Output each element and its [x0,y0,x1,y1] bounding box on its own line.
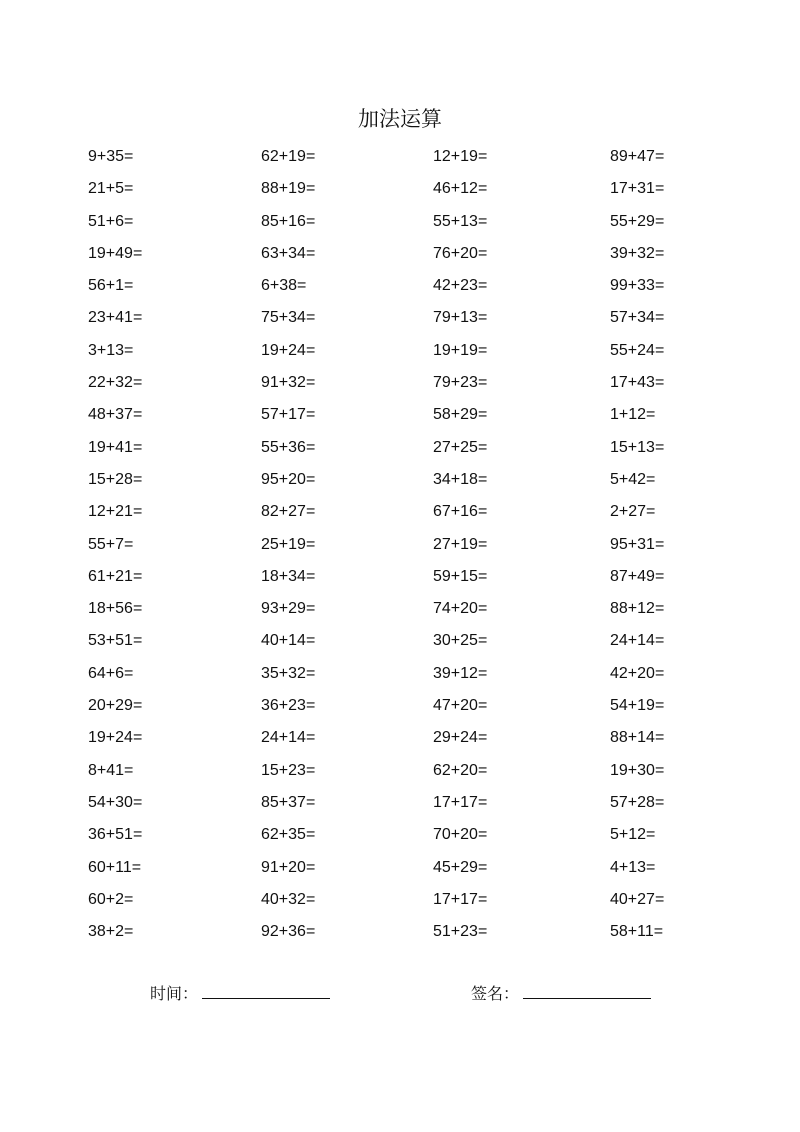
problem-row [0,565,800,597]
addition-problem: 55+29= [610,212,665,230]
problem-row [0,823,800,855]
addition-problem: 79+13= [433,309,488,327]
addition-problem: 2+27= [610,503,656,521]
addition-problem: 48+37= [88,406,143,424]
addition-problem: 55+36= [261,438,316,456]
addition-problem: 23+41= [88,309,143,327]
time-label: 时间： [150,984,199,1003]
addition-problem: 27+25= [433,438,488,456]
addition-problem: 5+12= [610,826,656,844]
addition-problem: 62+35= [261,826,316,844]
addition-problem: 9+35= [88,148,134,165]
problem-row [0,726,800,758]
addition-problem: 91+32= [261,374,316,392]
problem-row [0,403,800,435]
addition-problem: 38+2= [88,923,134,941]
addition-problem: 55+24= [610,341,665,359]
addition-problem: 46+12= [433,180,488,198]
addition-problem: 15+13= [610,438,665,456]
problem-row [0,145,800,177]
addition-problem: 88+12= [610,600,665,618]
addition-problem: 4+13= [610,858,656,876]
addition-problem: 40+27= [610,890,665,908]
time-blank-line [202,982,330,999]
addition-problem: 34+18= [433,470,488,488]
addition-problem: 12+19= [433,148,488,165]
addition-problem: 17+31= [610,180,665,198]
addition-problem: 57+28= [610,793,665,811]
addition-problem: 3+13= [88,341,134,359]
addition-problem: 63+34= [261,244,316,262]
addition-problem: 88+14= [610,729,665,747]
addition-problem: 54+30= [88,793,143,811]
problem-row [0,694,800,726]
problem-row [0,500,800,532]
addition-problem: 57+34= [610,309,665,327]
addition-problem: 27+19= [433,535,488,553]
addition-problem: 55+13= [433,212,488,230]
addition-problem: 19+24= [261,341,316,359]
problem-row [0,274,800,306]
time-field [150,982,330,1006]
problem-row [0,339,800,371]
addition-problem: 36+51= [88,826,143,844]
addition-problem: 99+33= [610,277,665,295]
problem-row [0,436,800,468]
addition-problem: 51+23= [433,923,488,941]
problem-row [0,371,800,403]
addition-problem: 19+41= [88,438,143,456]
addition-problem: 1+12= [610,406,656,424]
addition-problem: 19+49= [88,244,143,262]
addition-problem: 91+20= [261,858,316,876]
addition-problem: 62+20= [433,761,488,779]
page-title: 加法运算 [358,107,442,131]
addition-problem: 12+21= [88,503,143,521]
problem-row [0,242,800,274]
addition-problem: 47+20= [433,697,488,715]
addition-problem: 53+51= [88,632,143,650]
addition-problem: 45+29= [433,858,488,876]
problem-row [0,597,800,629]
addition-problem: 89+47= [610,148,665,165]
addition-problem: 82+27= [261,503,316,521]
addition-problem: 76+20= [433,244,488,262]
addition-problem: 18+56= [88,600,143,618]
addition-problem: 95+31= [610,535,665,553]
addition-problem: 70+20= [433,826,488,844]
addition-problem: 19+30= [610,761,665,779]
signature-label: 签名： [471,984,520,1003]
addition-problem: 56+1= [88,277,134,295]
addition-problem: 75+34= [261,309,316,327]
addition-problem: 87+49= [610,567,665,585]
addition-problem: 24+14= [610,632,665,650]
addition-problem: 30+25= [433,632,488,650]
addition-problem: 57+17= [261,406,316,424]
addition-problem: 19+24= [88,729,143,747]
addition-problem: 5+42= [610,470,656,488]
problem-row [0,888,800,920]
addition-problem: 25+19= [261,535,316,553]
addition-problem: 60+11= [88,858,142,876]
addition-problem: 36+23= [261,697,316,715]
addition-problem: 8+41= [88,761,134,779]
addition-problem: 55+7= [88,535,134,553]
problem-row [0,533,800,565]
addition-problem: 15+23= [261,761,316,779]
addition-problem: 61+21= [88,567,143,585]
addition-problem: 74+20= [433,600,488,618]
addition-problem: 39+32= [610,244,665,262]
addition-problem: 42+23= [433,277,488,295]
addition-problem: 64+6= [88,664,134,682]
problem-row [0,468,800,500]
signature-field [471,982,651,1006]
problem-row [0,759,800,791]
addition-problem: 54+19= [610,697,665,715]
addition-problem: 93+29= [261,600,316,618]
addition-problem: 29+24= [433,729,488,747]
addition-problem: 39+12= [433,664,488,682]
addition-problem: 20+29= [88,697,143,715]
addition-problem: 58+29= [433,406,488,424]
addition-problem: 40+14= [261,632,316,650]
problem-grid [0,145,800,952]
addition-problem: 40+32= [261,890,316,908]
problem-row [0,791,800,823]
addition-problem: 19+19= [433,341,488,359]
problem-row [0,662,800,694]
addition-problem: 85+37= [261,793,316,811]
addition-problem: 62+19= [261,148,316,165]
problem-row [0,856,800,888]
problem-row [0,177,800,209]
addition-problem: 6+38= [261,277,307,295]
addition-problem: 85+16= [261,212,316,230]
addition-problem: 15+28= [88,470,143,488]
problem-row [0,920,800,952]
addition-problem: 22+32= [88,374,143,392]
addition-problem: 17+43= [610,374,665,392]
addition-problem: 18+34= [261,567,316,585]
addition-problem: 42+20= [610,664,665,682]
addition-problem: 92+36= [261,923,316,941]
addition-problem: 58+11= [610,923,664,941]
addition-problem: 17+17= [433,793,488,811]
problem-row [0,210,800,242]
addition-problem: 17+17= [433,890,488,908]
addition-problem: 79+23= [433,374,488,392]
addition-problem: 24+14= [261,729,316,747]
addition-problem: 95+20= [261,470,316,488]
problem-row [0,629,800,661]
addition-problem: 51+6= [88,212,134,230]
problem-row [0,306,800,338]
addition-problem: 59+15= [433,567,488,585]
addition-problem: 21+5= [88,180,134,198]
addition-problem: 60+2= [88,890,134,908]
signature-blank-line [523,982,651,999]
addition-problem: 35+32= [261,664,316,682]
addition-problem: 67+16= [433,503,488,521]
addition-problem: 88+19= [261,180,316,198]
